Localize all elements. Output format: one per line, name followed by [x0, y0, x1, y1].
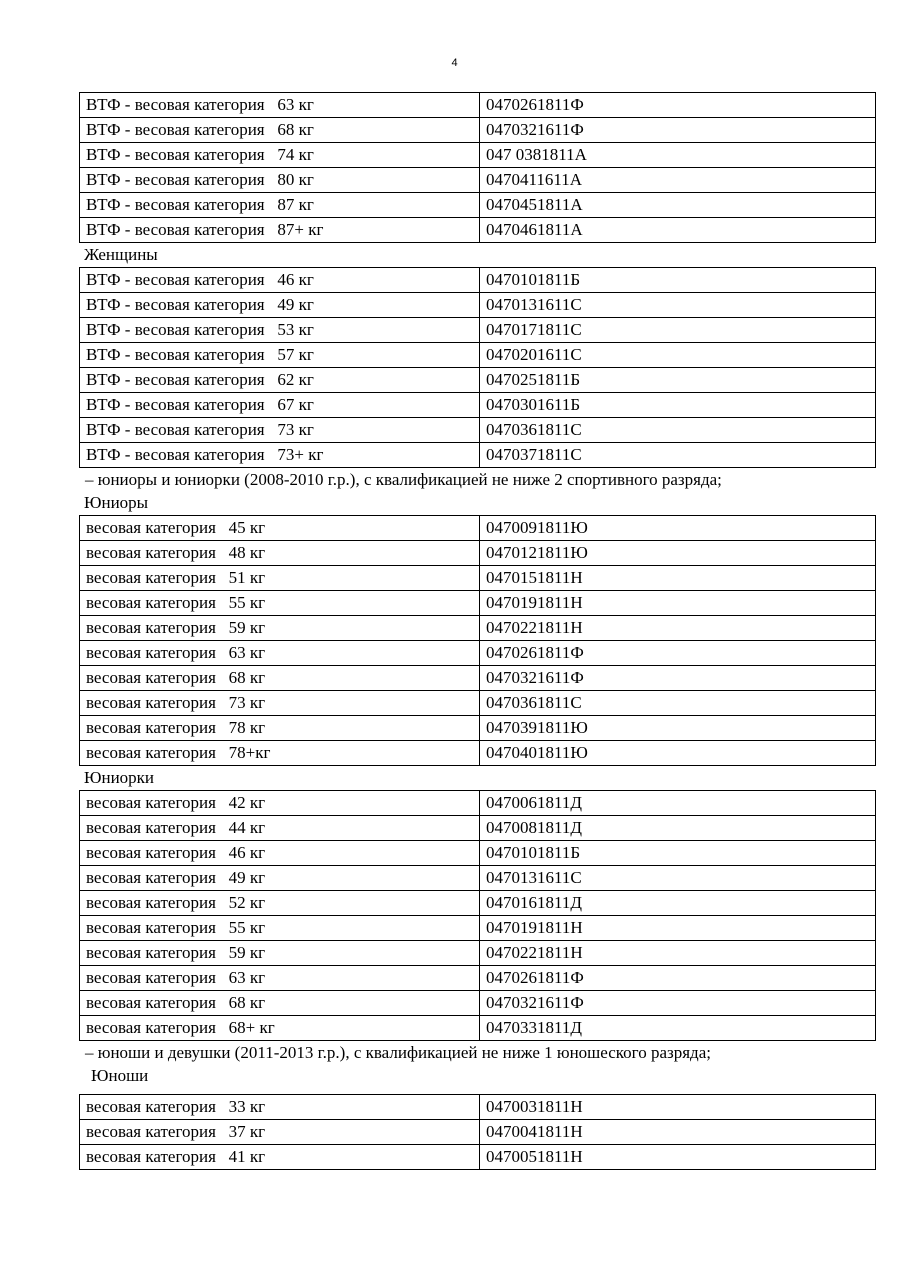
weight-category-cell: весовая категория 78+кг — [80, 741, 480, 766]
discipline-code-cell: 0470191811Н — [480, 591, 876, 616]
weight-category-cell: весовая категория 52 кг — [80, 891, 480, 916]
weight-category-cell: весовая категория 73 кг — [80, 691, 480, 716]
table-row — [80, 418, 876, 443]
weight-category-cell: весовая категория 59 кг — [80, 941, 480, 966]
discipline-code-cell: 0470451811А — [480, 193, 876, 218]
discipline-code-cell: 0470261811Ф — [480, 93, 876, 118]
document-body — [79, 92, 876, 1170]
table-row — [80, 541, 876, 566]
table-row — [80, 118, 876, 143]
table-row — [80, 93, 876, 118]
discipline-code-cell: 0470201611С — [480, 343, 876, 368]
table-row — [80, 143, 876, 168]
table-juniors-m — [79, 515, 876, 766]
discipline-code-cell: 0470361811С — [480, 418, 876, 443]
discipline-code-cell: 0470391811Ю — [480, 716, 876, 741]
table-row — [80, 641, 876, 666]
discipline-code-cell: 0470121811Ю — [480, 541, 876, 566]
weight-category-cell: ВТФ - весовая категория 53 кг — [80, 318, 480, 343]
table-row — [80, 1095, 876, 1120]
discipline-code-cell: 0470041811Н — [480, 1120, 876, 1145]
weight-category-cell: весовая категория 59 кг — [80, 616, 480, 641]
discipline-code-cell: 0470321611Ф — [480, 991, 876, 1016]
discipline-code-cell: 0470301611Б — [480, 393, 876, 418]
table-row — [80, 368, 876, 393]
weight-category-cell: ВТФ - весовая категория 87+ кг — [80, 218, 480, 243]
table-row — [80, 1120, 876, 1145]
discipline-code-cell: 0470461811А — [480, 218, 876, 243]
table-row — [80, 193, 876, 218]
table-row — [80, 218, 876, 243]
category-title-juniors-m: Юниоры — [84, 493, 149, 512]
table-row — [80, 1016, 876, 1041]
weight-category-cell: весовая категория 78 кг — [80, 716, 480, 741]
table-row — [80, 1145, 876, 1170]
table-row — [80, 268, 876, 293]
category-title-youth-boys: Юноши — [91, 1066, 149, 1085]
table-row — [80, 443, 876, 468]
discipline-code-cell: 0470371811С — [480, 443, 876, 468]
weight-category-cell: весовая категория 63 кг — [80, 641, 480, 666]
table-row — [80, 891, 876, 916]
discipline-code-cell: 0470061811Д — [480, 791, 876, 816]
table-youth-boys — [79, 1094, 876, 1170]
paragraph-juniors: – юниоры и юниорки (2008-2010 г.р.), с квалификацией не ниже 2 спортивного разряда; — [85, 470, 722, 489]
weight-category-cell: ВТФ - весовая категория 87 кг — [80, 193, 480, 218]
discipline-code-cell: 0470251811Б — [480, 368, 876, 393]
weight-category-cell: ВТФ - весовая категория 80 кг — [80, 168, 480, 193]
discipline-code-cell: 0470151811Н — [480, 566, 876, 591]
table-juniors-f — [79, 790, 876, 1041]
category-title-women: Женщины — [84, 245, 158, 264]
table-row — [80, 916, 876, 941]
discipline-code-cell: 0470321611Ф — [480, 118, 876, 143]
weight-category-cell: весовая категория 55 кг — [80, 591, 480, 616]
weight-category-cell: ВТФ - весовая категория 63 кг — [80, 93, 480, 118]
table-row — [80, 343, 876, 368]
discipline-code-cell: 0470401811Ю — [480, 741, 876, 766]
table-row — [80, 966, 876, 991]
discipline-code-cell: 0470051811Н — [480, 1145, 876, 1170]
discipline-code-cell: 0470191811Н — [480, 916, 876, 941]
table-women — [79, 267, 876, 468]
table-vtf-men — [79, 92, 876, 243]
discipline-code-cell: 0470221811Н — [480, 616, 876, 641]
weight-category-cell: весовая категория 68 кг — [80, 991, 480, 1016]
discipline-code-cell: 0470131611С — [480, 866, 876, 891]
table-row — [80, 941, 876, 966]
weight-category-cell: весовая категория 37 кг — [80, 1120, 480, 1145]
weight-category-cell: ВТФ - весовая категория 74 кг — [80, 143, 480, 168]
weight-category-cell: ВТФ - весовая категория 73 кг — [80, 418, 480, 443]
weight-category-cell: весовая категория 41 кг — [80, 1145, 480, 1170]
discipline-code-cell: 0470361811С — [480, 691, 876, 716]
discipline-code-cell: 0470321611Ф — [480, 666, 876, 691]
table-row — [80, 691, 876, 716]
discipline-code-cell: 0470331811Д — [480, 1016, 876, 1041]
table-row — [80, 716, 876, 741]
discipline-code-cell: 0470161811Д — [480, 891, 876, 916]
weight-category-cell: ВТФ - весовая категория 49 кг — [80, 293, 480, 318]
discipline-code-cell: 0470031811Н — [480, 1095, 876, 1120]
discipline-code-cell: 0470101811Б — [480, 841, 876, 866]
table-row — [80, 991, 876, 1016]
table-row — [80, 591, 876, 616]
weight-category-cell: весовая категория 42 кг — [80, 791, 480, 816]
paragraph-youth: – юноши и девушки (2011-2013 г.р.), с квалификацией не ниже 1 юношеского разряда; — [85, 1043, 711, 1062]
table-row — [80, 318, 876, 343]
table-row — [80, 666, 876, 691]
table-row — [80, 866, 876, 891]
weight-category-cell: ВТФ - весовая категория 67 кг — [80, 393, 480, 418]
page-number: 4 — [451, 57, 458, 69]
discipline-code-cell: 0470091811Ю — [480, 516, 876, 541]
discipline-code-cell: 0470261811Ф — [480, 966, 876, 991]
weight-category-cell: ВТФ - весовая категория 73+ кг — [80, 443, 480, 468]
table-row — [80, 616, 876, 641]
weight-category-cell: весовая категория 55 кг — [80, 916, 480, 941]
weight-category-cell: весовая категория 63 кг — [80, 966, 480, 991]
weight-category-cell: весовая категория 49 кг — [80, 866, 480, 891]
category-title-juniors-f: Юниорки — [84, 768, 155, 787]
table-row — [80, 816, 876, 841]
weight-category-cell: весовая категория 46 кг — [80, 841, 480, 866]
table-row — [80, 168, 876, 193]
discipline-code-cell: 0470101811Б — [480, 268, 876, 293]
table-row — [80, 293, 876, 318]
table-row — [80, 566, 876, 591]
table-row — [80, 393, 876, 418]
weight-category-cell: ВТФ - весовая категория 62 кг — [80, 368, 480, 393]
weight-category-cell: весовая категория 68+ кг — [80, 1016, 480, 1041]
weight-category-cell: весовая категория 45 кг — [80, 516, 480, 541]
discipline-code-cell: 0470411611А — [480, 168, 876, 193]
weight-category-cell: ВТФ - весовая категория 57 кг — [80, 343, 480, 368]
weight-category-cell: весовая категория 48 кг — [80, 541, 480, 566]
discipline-code-cell: 0470081811Д — [480, 816, 876, 841]
weight-category-cell: весовая категория 44 кг — [80, 816, 480, 841]
discipline-code-cell: 047 0381811А — [480, 143, 876, 168]
weight-category-cell: весовая категория 68 кг — [80, 666, 480, 691]
weight-category-cell: ВТФ - весовая категория 46 кг — [80, 268, 480, 293]
discipline-code-cell: 0470221811Н — [480, 941, 876, 966]
discipline-code-cell: 0470171811С — [480, 318, 876, 343]
weight-category-cell: ВТФ - весовая категория 68 кг — [80, 118, 480, 143]
weight-category-cell: весовая категория 51 кг — [80, 566, 480, 591]
discipline-code-cell: 0470131611С — [480, 293, 876, 318]
weight-category-cell: весовая категория 33 кг — [80, 1095, 480, 1120]
table-row — [80, 516, 876, 541]
table-row — [80, 741, 876, 766]
table-row — [80, 791, 876, 816]
discipline-code-cell: 0470261811Ф — [480, 641, 876, 666]
table-row — [80, 841, 876, 866]
